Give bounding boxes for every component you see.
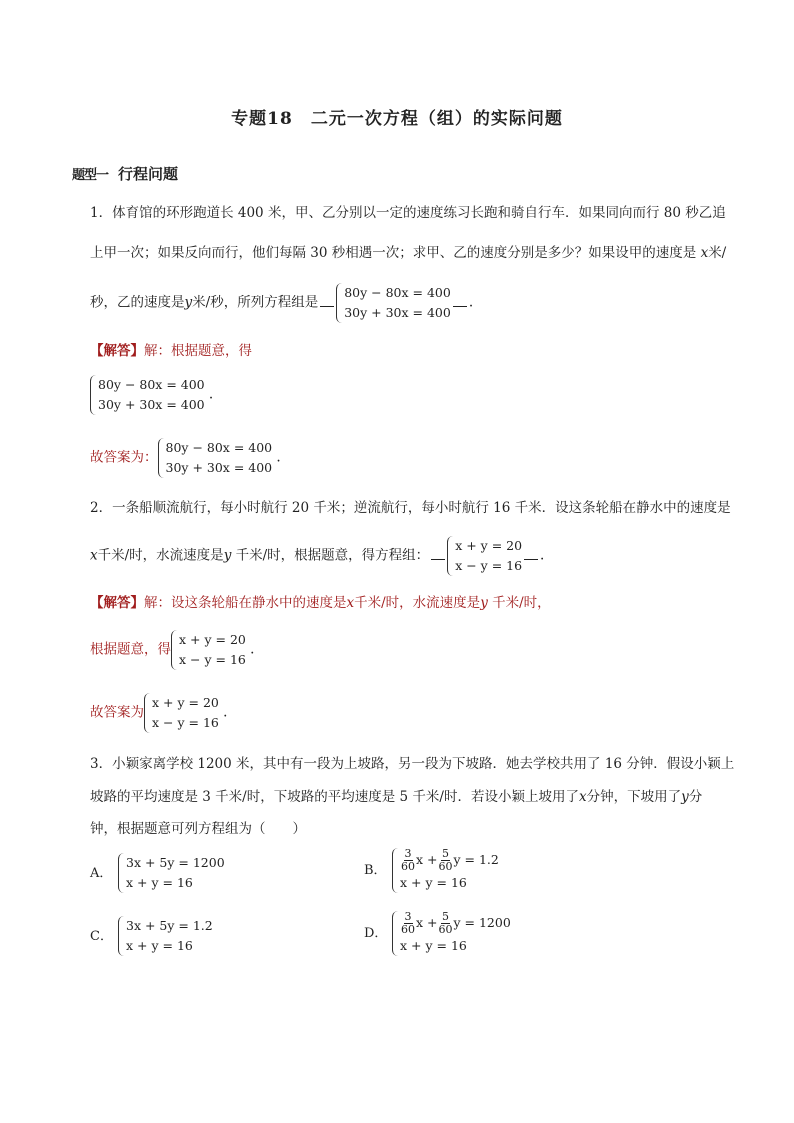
q1-solution-heading: 【解答】解：根据题意，得: [90, 343, 252, 359]
section-tag: 题型一: [72, 168, 109, 183]
section-label: 行程问题: [118, 165, 179, 183]
q1-line3: 秒，乙的速度是y米/秒，所列方程组是 80y − 80x = 400 30y + 30x = 400 .: [90, 283, 473, 323]
section-heading: [72, 163, 178, 184]
q1-line2: 上甲一次；如果反向而行，他们每隔 30 秒相遇一次；求甲、乙的速度分别是多少？如果设甲的速度是 x米/: [90, 245, 727, 261]
q2-solution-system: 根据题意，得 x + y = 20 x − y = 16 .: [90, 630, 254, 670]
var-x: x: [700, 245, 709, 261]
q2-solution-heading: 【解答】解：设这条轮船在静水中的速度是x千米/时，水流速度是y 千米/时，: [90, 595, 551, 611]
q2-line1: 2．一条船顺流航行，每小时航行 20 千米；逆流航行，每小时航行 16 千米．设这条轮船在静水中的速度是: [90, 500, 731, 516]
equation-system: 80y − 80x = 400 30y + 30x = 400: [336, 283, 451, 323]
answer-blank: [320, 306, 334, 307]
option-c[interactable]: C． 3x + 5y = 1.2 x + y = 16: [90, 916, 213, 956]
q2-line2: x千米/时，水流速度是y 千米/时，根据题意，得方程组： x + y = 20 x − y = 16 .: [90, 536, 544, 576]
q1-line1: 1．体育馆的环形跑道长 400 米，甲、乙分别以一定的速度练习长跑和骑自行车．如果同向而行 80 秒乙追: [90, 205, 726, 221]
option-d[interactable]: D． $\frac{3}{60}$ x + $\frac{5}{60}$ y = 1200 x + y = 16: [364, 911, 511, 956]
var-y: y: [184, 294, 193, 311]
q3-line2: 坡路的平均速度是 3 千米/时，下坡路的平均速度是 5 千米/时．若设小颖上坡用了x分钟，下坡用了y分: [90, 789, 703, 805]
q3-line3: 钟，根据题意可列方程组为（ ）: [90, 821, 306, 837]
q1-answer: 故答案为： 80y − 80x = 400 30y + 30x = 400 .: [90, 438, 281, 478]
answer-blank: [431, 559, 445, 560]
answer-blank: [453, 306, 467, 307]
option-b[interactable]: B． $\frac{3}{60}$ x + $\frac{5}{60}$ y = 1.2 x + y = 16: [364, 848, 499, 893]
q3-line1: 3．小颖家离学校 1200 米，其中有一段为上坡路，另一段为下坡路．她去学校共用了 16 分钟．假设小颖上: [90, 756, 735, 772]
q2-answer: 故答案为 x + y = 20 x − y = 16 .: [90, 693, 227, 733]
page-title: 专题18 二元一次方程（组）的实际问题: [231, 109, 563, 129]
q1-solution-system: 80y − 80x = 400 30y + 30x = 400 .: [90, 375, 213, 415]
answer-blank: [524, 559, 538, 560]
option-a[interactable]: A． 3x + 5y = 1200 x + y = 16: [90, 853, 225, 893]
